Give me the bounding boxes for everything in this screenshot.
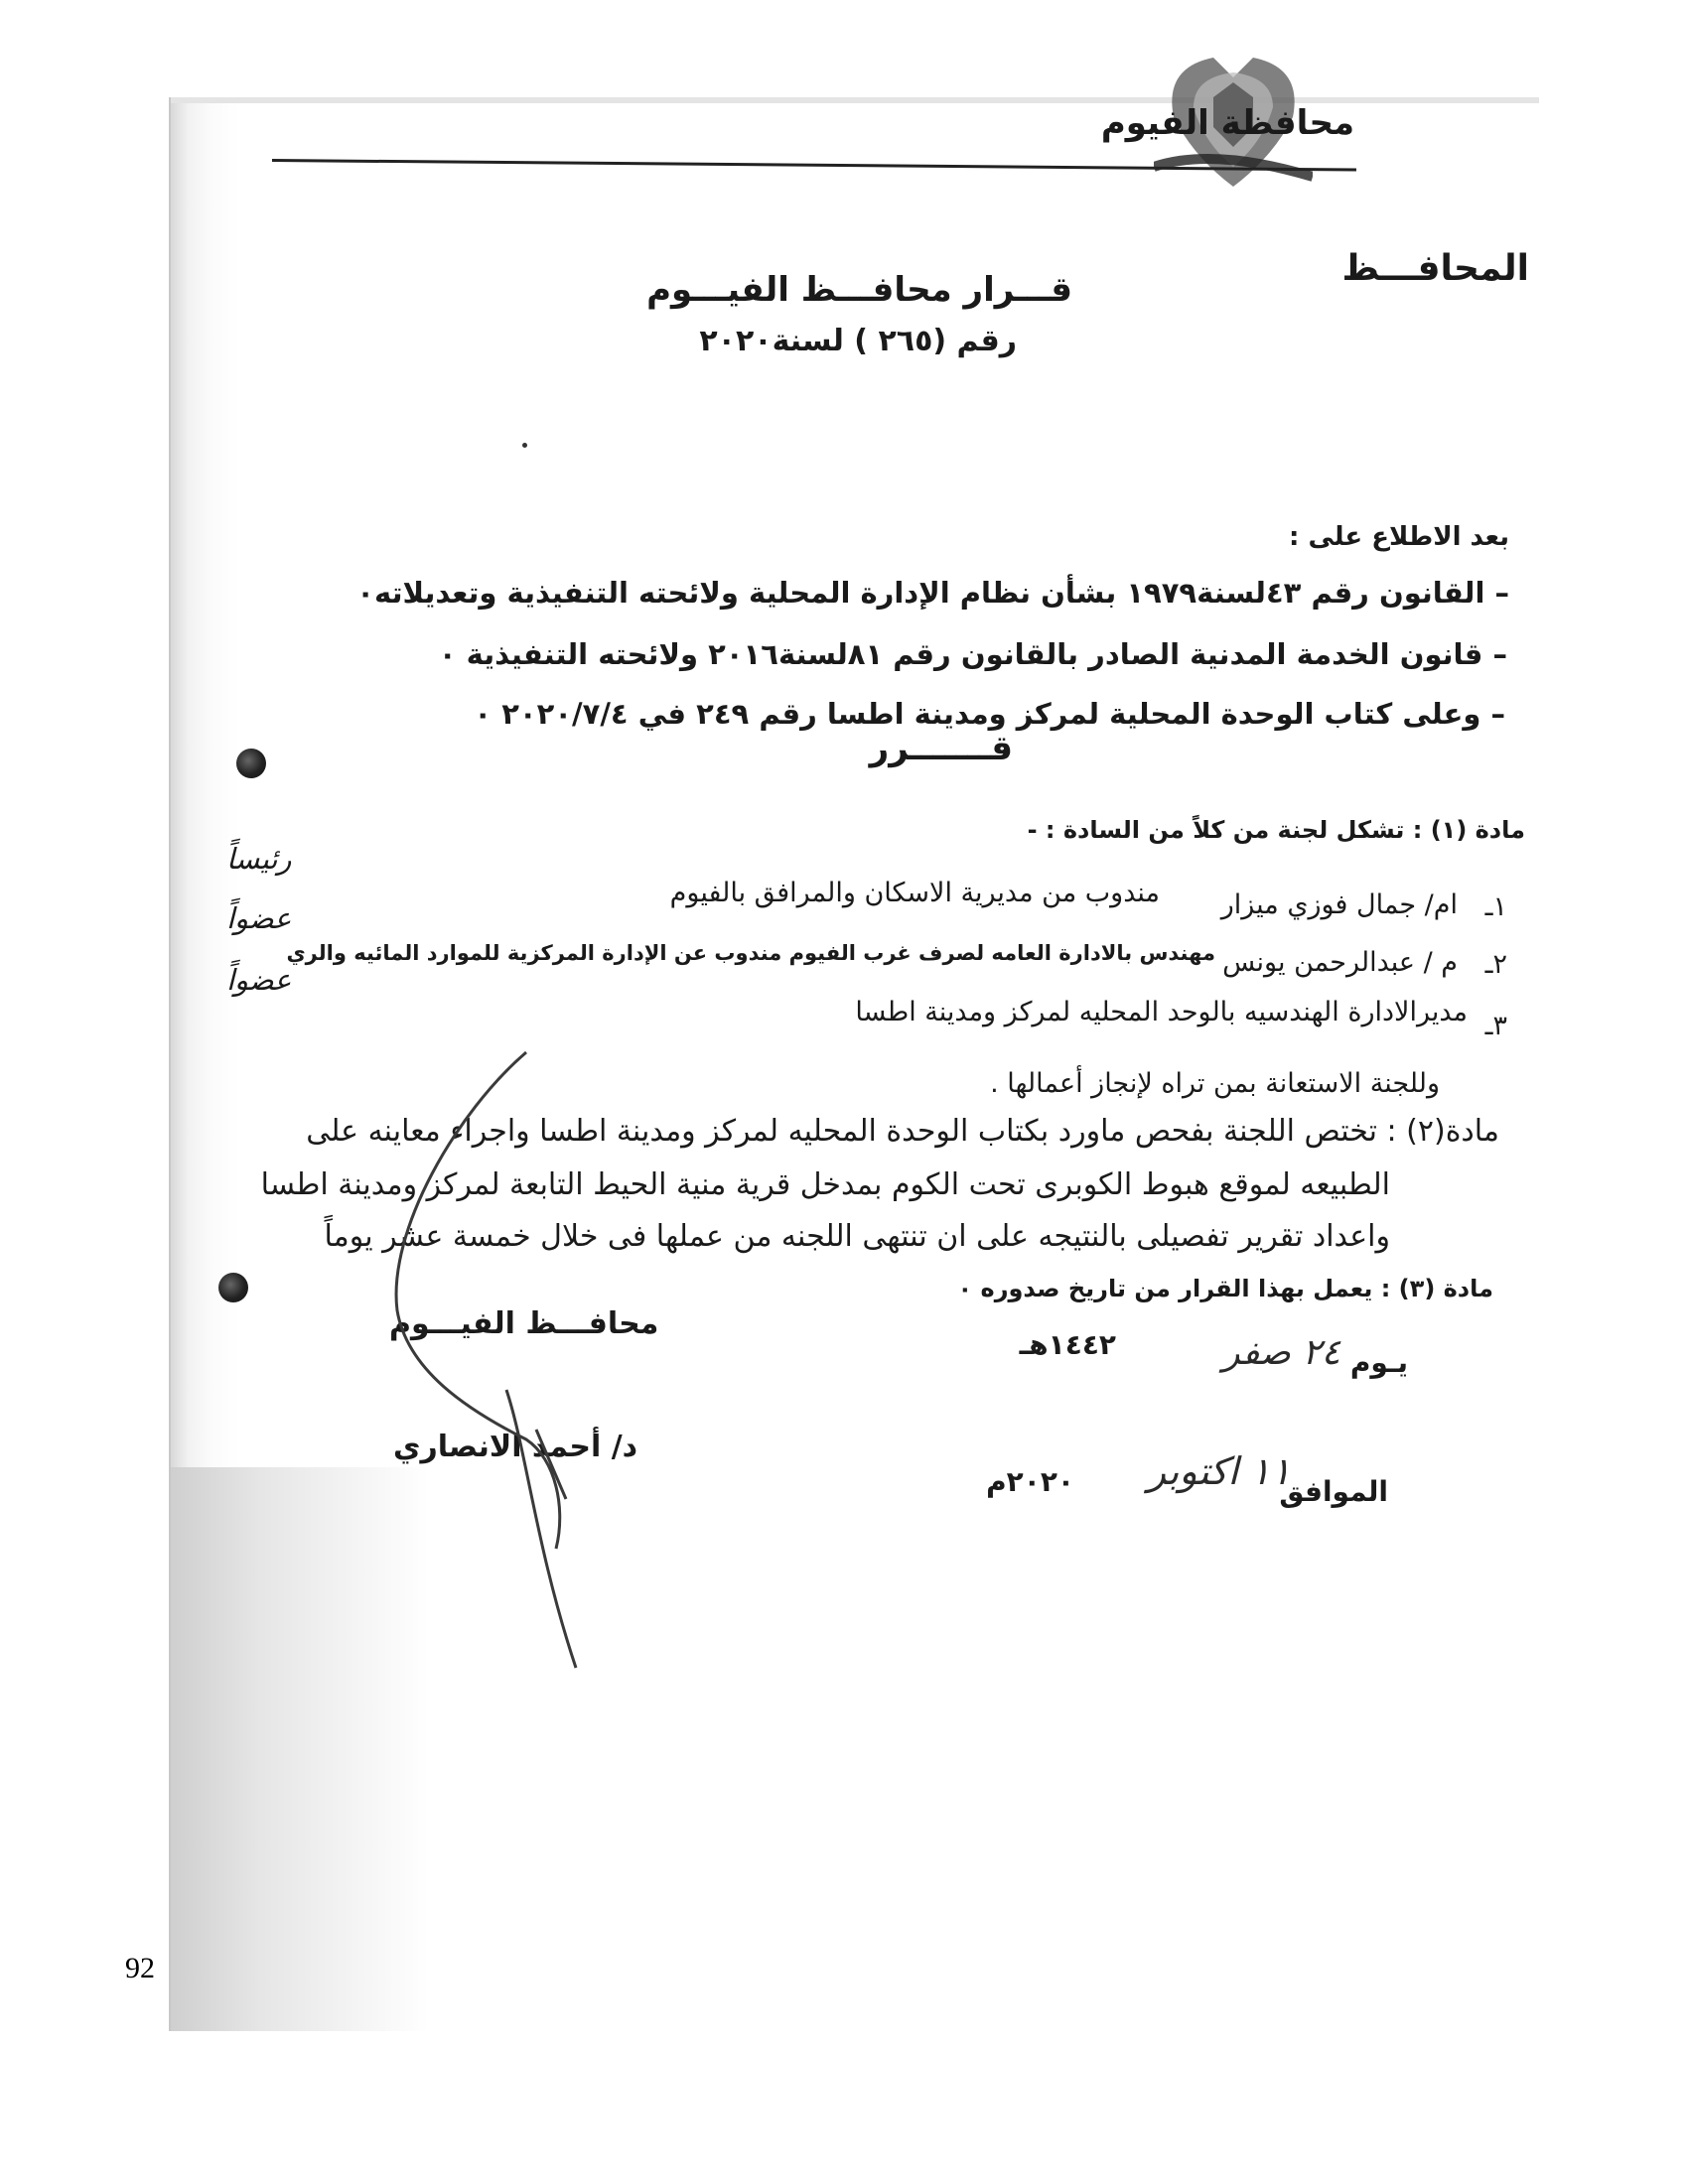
member-3-position: مديرالادارة الهندسيه بالوحد المحليه لمركز ومدينة اطسا	[855, 997, 1468, 1027]
member-1-role: رئيساً	[226, 842, 292, 876]
article-2-line: واعداد تقرير تفصيلى بالنتيجه على ان تنتهى اللجنه من عملها فى خلال خمسة عشر يوماً	[324, 1219, 1390, 1254]
decided-heading: قـــــــرر	[869, 729, 1013, 768]
gregorian-prefix: الموافق	[1279, 1475, 1388, 1508]
signatory-name: د/ أحمد الانصاري	[393, 1430, 638, 1464]
punch-hole	[236, 749, 266, 778]
governorate-name: محافظة الفيوم	[1100, 103, 1354, 143]
hijri-prefix: يـوم	[1349, 1346, 1408, 1379]
article-3: مادة (٣) : يعمل بهذا القرار من تاريخ صدوره ٠	[957, 1275, 1493, 1302]
member-2-role: عضواً	[226, 901, 292, 935]
member-2-name: م / عبدالرحمن يونس	[1222, 947, 1458, 978]
punch-hole	[218, 1273, 248, 1302]
member-1-name: ام/ جمال فوزي ميزار	[1220, 889, 1458, 920]
handwritten-signature-icon	[357, 1032, 616, 1707]
member-2-index: ٢ـ	[1484, 949, 1507, 980]
preamble-clause: – وعلى كتاب الوحدة المحلية لمركز ومدينة اطسا رقم ٢٤٩ في ٢٠٢٠/٧/٤ ٠	[474, 697, 1505, 731]
governor-label: المحافـــظ	[1341, 248, 1529, 289]
member-1-index: ١ـ	[1484, 891, 1507, 922]
preamble-clause: – القانون رقم ٤٣لسنة١٩٧٩ بشأن نظام الإدارة المحلية ولائحته التنفيذية وتعديلاته٠	[356, 576, 1509, 610]
gregorian-handwritten: ١١ اكتوبر	[1147, 1449, 1291, 1493]
article-1-heading: مادة (١) : تشكل لجنة من كلاً من السادة : -	[1027, 816, 1525, 844]
preamble-intro: بعد الاطلاع على :	[1289, 522, 1509, 552]
signatory-title: محافـــظ الفيـــوم	[389, 1306, 659, 1341]
decree-number: رقم (٢٦٥ ) لسنة٢٠٢٠	[699, 324, 1017, 358]
committee-assistance: وللجنة الاستعانة بمن تراه لإنجاز أعمالها .	[990, 1068, 1440, 1099]
hijri-year: ١٤٤٢هـ	[1019, 1328, 1116, 1361]
page-number: 92	[125, 1952, 155, 1984]
hijri-handwritten: ٢٤ صفر	[1222, 1332, 1340, 1373]
member-2-position: مهندس بالادارة العامه لصرف غرب الفيوم مندوب عن الإدارة المركزية للموارد المائيه والري	[286, 941, 1215, 965]
member-1-position: مندوب من مديرية الاسكان والمرافق بالفيوم	[669, 878, 1160, 908]
gregorian-year: ٢٠٢٠م	[986, 1465, 1074, 1498]
decree-title: قـــرار محافـــظ الفيـــوم	[646, 270, 1072, 310]
member-3-index: ٣ـ	[1484, 1011, 1507, 1041]
article-2-line: مادة(٢) : تختص اللجنة بفحص ماورد بكتاب الوحدة المحليه لمركز ومدينة اطسا واجراء معاينه على	[306, 1114, 1499, 1149]
member-3-role: عضواً	[226, 963, 292, 997]
ink-dot	[522, 443, 527, 448]
article-2-line: الطبيعه لموقع هبوط الكوبرى تحت الكوم بمدخل قرية منية الحيط التابعة لمركز ومدينة اطسا	[260, 1167, 1390, 1202]
preamble-clause: – قانون الخدمة المدنية الصادر بالقانون رقم ٨١لسنة٢٠١٦ ولائحته التنفيذية ٠	[438, 637, 1507, 671]
